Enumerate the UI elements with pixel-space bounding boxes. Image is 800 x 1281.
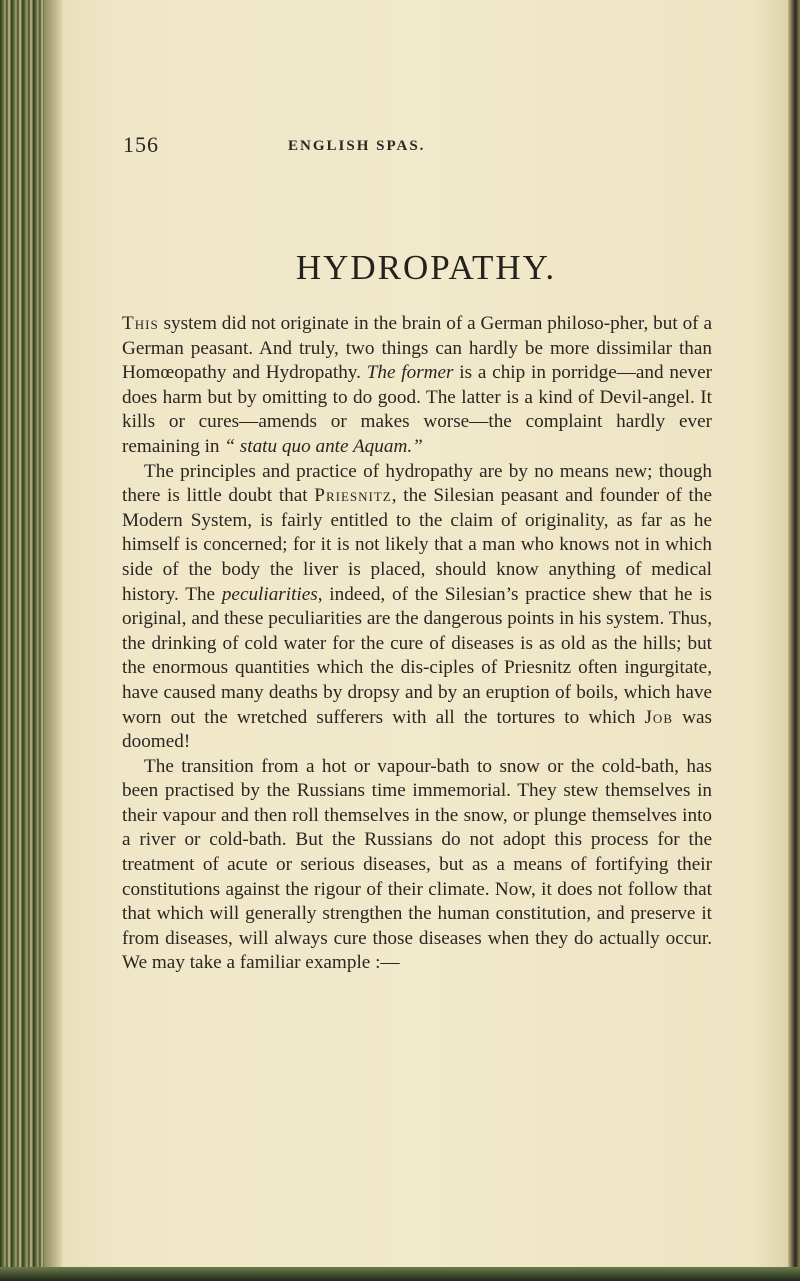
paragraph-text: was doomed! (122, 706, 713, 753)
paragraph-1 (122, 312, 712, 460)
page-header (62, 132, 790, 162)
italic-text: peculiarities (221, 583, 318, 605)
running-head: ENGLISH SPAS. (288, 138, 426, 154)
paragraph-3 (122, 755, 712, 976)
latin-quote: “ statu quo ante Aquam.” (224, 435, 423, 457)
page-bottom-edge (0, 1267, 800, 1281)
lead-word: This (122, 313, 159, 334)
italic-text: The former (366, 362, 454, 384)
paragraph-2 (122, 460, 712, 755)
paragraph-text: The transition from a hot or vapour-bath to snow or the cold-bath, has been practised by the Russians time immemorial. They stew themselves in their vapour and then roll themselves in the snow, or plunge themselves into a river or cold-bath. But the Russians do not adopt this process for the treatment of acute or serious diseases, but as a means of fortifying their constitutions against the rigour of their climate. Now, it does not follow that that which will generally strengthen the human constitution, and preserve it from diseases, will always cure those diseases when they do actually occur. We may take a familiar example :— (122, 755, 712, 974)
paragraph-text: is a chip in porridge—and never does harm but by omitting to do good. The latter is a kind of Devil-angel. It kills or cures—amends or makes worse—the complaint hardly ever remaining in (122, 362, 712, 457)
chapter-title: HYDROPATHY. (295, 248, 557, 287)
page-right-edge (788, 0, 800, 1281)
body-text (122, 312, 712, 976)
paragraph-text: The principles and practice of hydropathy are by no means new; though there is little doubt that (122, 460, 712, 507)
paragraph-text: , indeed, of the Silesian’s practice shew that he is original, and these peculiarities are the dangerous points in his system. Thus, the drinking of cold water for the cure of diseases is as old as the hills; but the enormous quantities which the dis-ciples of Priesnitz often ingurgitate, have caused many deaths by dropsy and by an eruption of boils, which have worn out the wretched sufferers with all the tortures to which (122, 583, 712, 728)
paragraph-text: system did not originate in the brain of a German philoso-pher, but of a German peasant. And truly, two things can hardly be more dissimilar than Homœopathy and Hydropathy. (122, 313, 712, 384)
paragraph-text: , the Silesian peasant and founder of the Modern System, is fairly entitled to the claim of originality, as far as he himself is concerned; for it is not likely that a man who knows not in which side of the body the liver is placed, should know anything of medical history. The (122, 485, 712, 605)
name-job: Job (644, 706, 673, 728)
name-priesnitz: Priesnitz (314, 485, 392, 507)
page-number: 156 (123, 132, 159, 157)
